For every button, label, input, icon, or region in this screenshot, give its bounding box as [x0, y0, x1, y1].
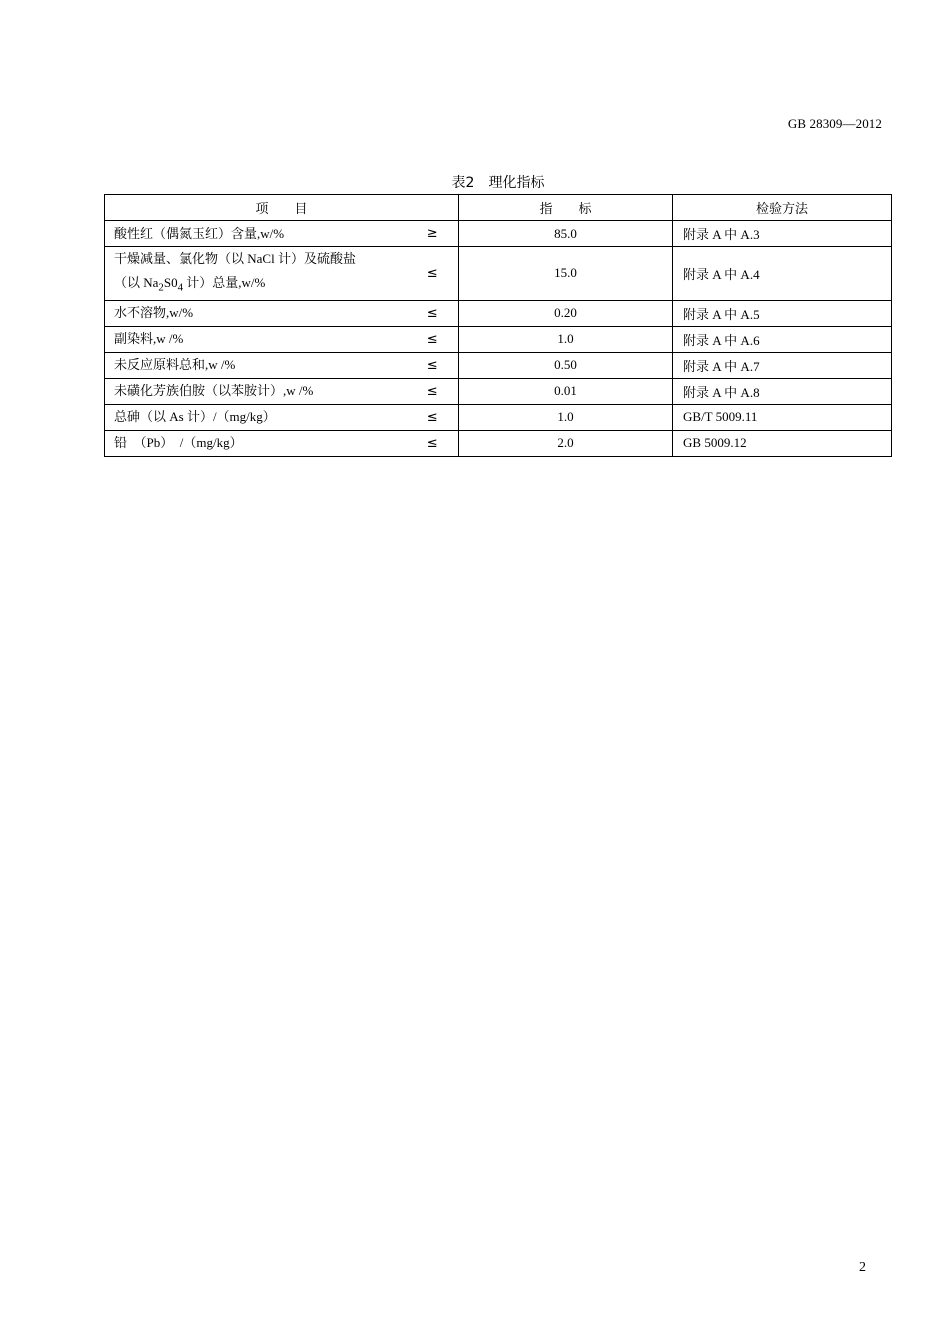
table-row: [105, 352, 892, 378]
table-row: [105, 221, 892, 247]
row-item: 未磺化芳族伯胺（以苯胺计）,w /%: [105, 378, 407, 404]
table-row: [105, 300, 892, 326]
header-item: 项 目: [105, 195, 459, 221]
row-item: 未反应原料总和,w /%: [105, 352, 407, 378]
row-value: 85.0: [459, 221, 673, 247]
table-row: [105, 378, 892, 404]
standard-number: GB 28309—2012: [787, 116, 882, 131]
row-value: 0.50: [459, 352, 673, 378]
row-item: 副染料,w /%: [105, 326, 407, 352]
table-caption: 表2 理化指标: [451, 175, 545, 191]
table-row: [105, 404, 892, 430]
row-value: 1.0: [459, 404, 673, 430]
row-symbol: ≤: [407, 300, 459, 326]
row-item-line2-mid: S0: [163, 275, 178, 290]
row-symbol: ≤: [407, 247, 459, 301]
row-symbol: ≥: [407, 221, 459, 247]
row-method: GB 5009.12: [673, 430, 892, 456]
header-indicator: 指 标: [459, 195, 673, 221]
row-symbol: ≤: [407, 378, 459, 404]
physicochemical-table: [104, 194, 892, 457]
row-item-line2-post: 计）总量,w/%: [183, 275, 266, 290]
subscript-4: 4: [177, 281, 183, 294]
row-value: 0.01: [459, 378, 673, 404]
page-number: 2: [859, 1260, 866, 1275]
subscript-2: 2: [158, 281, 164, 294]
header-method: 检验方法: [673, 195, 892, 221]
row-item: 铅 （Pb） /（mg/kg）: [105, 430, 407, 456]
table-row: [105, 326, 892, 352]
row-method: 附录 A 中 A.8: [673, 378, 892, 404]
row-method: GB/T 5009.11: [673, 404, 892, 430]
row-symbol: ≤: [407, 404, 459, 430]
table-header-row: [105, 195, 892, 221]
table-row: [105, 430, 892, 456]
row-method: 附录 A 中 A.3: [673, 221, 892, 247]
row-value: 0.20: [459, 300, 673, 326]
row-method: 附录 A 中 A.6: [673, 326, 892, 352]
row-method: 附录 A 中 A.7: [673, 352, 892, 378]
row-item: 总砷（以 As 计）/（mg/kg）: [105, 404, 407, 430]
row-symbol: ≤: [407, 430, 459, 456]
row-value: 1.0: [459, 326, 673, 352]
row-item: 酸性红（偶氮玉红）含量,w/%: [105, 221, 407, 247]
row-value: 2.0: [459, 430, 673, 456]
table-row: [105, 247, 892, 301]
row-method: 附录 A 中 A.4: [673, 247, 892, 301]
row-method: 附录 A 中 A.5: [673, 300, 892, 326]
row-item: 水不溶物,w/%: [105, 300, 407, 326]
row-symbol: ≤: [407, 326, 459, 352]
row-item-line1: 干燥减量、氯化物（以 NaCl 计）及硫酸盐: [114, 251, 356, 266]
row-item: [105, 247, 407, 301]
row-value: 15.0: [459, 247, 673, 301]
row-symbol: ≤: [407, 352, 459, 378]
row-item-line2-pre: （以 Na: [114, 275, 159, 290]
